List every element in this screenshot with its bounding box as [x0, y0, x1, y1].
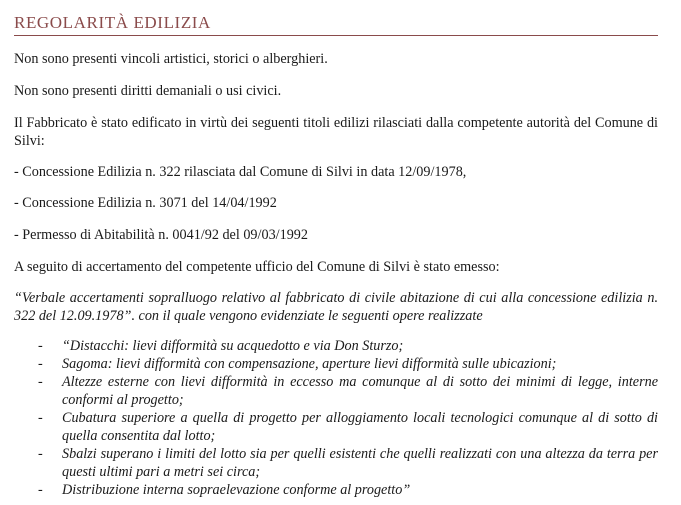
paragraph-no-artistic-constraints: Non sono presenti vincoli artistici, storici o alberghieri.	[14, 51, 328, 67]
list-item-text: Distribuzione interna sopraelevazione conforme al progetto”	[62, 482, 411, 498]
list-bullet: -	[38, 446, 43, 462]
list-bullet: -	[38, 356, 43, 372]
list-item	[38, 409, 658, 445]
list-item	[38, 355, 658, 373]
list-item	[38, 445, 658, 481]
list-item-text: “Distacchi: lievi difformità su acquedotto e via Don Sturzo;	[62, 338, 404, 354]
list-item	[38, 373, 658, 409]
title-underline	[14, 35, 658, 36]
paragraph-no-state-rights: Non sono presenti diritti demaniali o usi civici.	[14, 83, 282, 99]
list-item-text: Cubatura superiore a quella di progetto per alloggiamento locali tecnologici comunque al di sotto di quella consentita dal lotto;	[62, 410, 658, 444]
list-bullet: -	[38, 482, 43, 498]
section-title: REGOLARITÀ EDILIZIA	[14, 13, 211, 32]
list-bullet: -	[38, 410, 43, 426]
list-item-text: Sagoma: lievi difformità con compensazione, aperture lievi difformità sulle ubicazioni;	[62, 356, 557, 372]
paragraph-inspection-report: “Verbale accertamenti sopralluogo relativo al fabbricato di civile abitazione di cui alla concessione edilizia n. 322 del 12.09.1978”. con il quale vengono evidenziate le seguenti opere realizzate	[14, 290, 658, 324]
list-item	[38, 337, 658, 355]
paragraph-concession-322: - Concessione Edilizia n. 322 rilasciata dal Comune di Silvi in data 12/09/1978,	[14, 164, 467, 180]
list-bullet: -	[38, 374, 43, 390]
list-item-text: Altezze esterne con lievi difformità in eccesso ma comunque al di sotto dei minimi di legge, interne conformi al progetto;	[62, 374, 658, 408]
list-item	[38, 481, 658, 499]
list-item-text: Sbalzi superano i limiti del lotto sia per quelli esistenti che quelli realizzati con una altezza da terra per questi ultimi pari a metri sei circa;	[62, 446, 658, 480]
paragraph-building-permits-intro: Il Fabbricato è stato edificato in virtù dei seguenti titoli edilizi rilasciati dalla competente autorità del Comune di Silvi:	[14, 115, 658, 149]
paragraph-habitability-permit: - Permesso di Abitabilità n. 0041/92 del 09/03/1992	[14, 227, 308, 243]
list-bullet: -	[38, 338, 43, 354]
paragraph-concession-3071: - Concessione Edilizia n. 3071 del 14/04/1992	[14, 195, 277, 211]
works-list	[38, 337, 658, 499]
paragraph-verification-intro: A seguito di accertamento del competente ufficio del Comune di Silvi è stato emesso:	[14, 259, 500, 275]
